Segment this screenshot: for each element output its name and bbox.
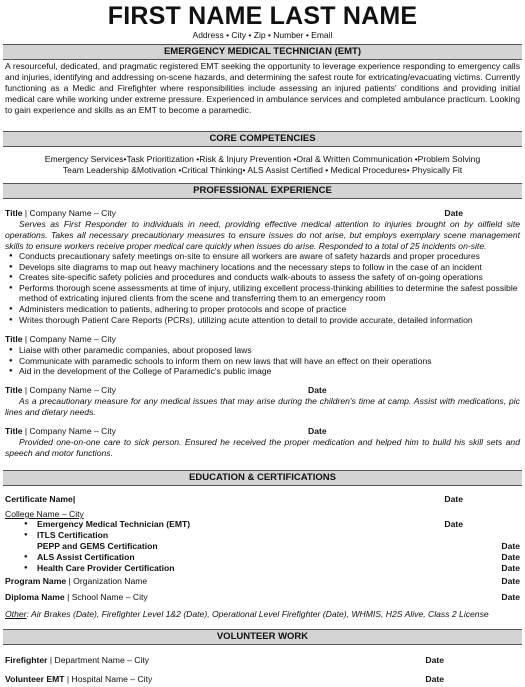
competencies-line-1: Emergency Services•Task Prioritization •Risk & Injury Prevention •Oral & Written Communication •Problem Solving <box>44 154 481 164</box>
job-3-header: Title | Company Name – City Date <box>5 385 327 395</box>
job-2-title: Title <box>5 334 23 344</box>
list-item: ● Conducts precautionary safety meetings on-site to ensure all workers are aware of safety hazards and proper procedures <box>5 251 520 262</box>
list-item: ● Health Care Provider Certification Date <box>24 562 520 573</box>
volunteer-1-org: Department Name – City <box>54 655 150 665</box>
other-certs-row <box>5 609 520 620</box>
program-name: Program Name <box>5 576 67 586</box>
diploma-org: School Name – City <box>71 592 148 602</box>
job-1-header: Title | Company Name – City Date <box>5 208 463 218</box>
program-date: Date <box>501 576 520 586</box>
job-2-company: Company Name – City <box>29 334 116 344</box>
job-1-title: Title <box>5 208 23 218</box>
competencies-heading: CORE COMPETENCIES <box>3 131 522 147</box>
job-4-company: Company Name – City <box>29 426 116 436</box>
list-item: ● Liaise with other paramedic companies, about proposed laws <box>5 345 520 356</box>
job-1-description: Serves as First Responder to individuals in need, providing effective medical attention to injuries brought on by oilfield site operations. Takes all necessary precautionary measures to ensure issues do not arise, but employs exemplary scene management skills to ensure workers receive proper medical care quickly when issues do arise. Responded to a total of 25 incidents on-site. <box>5 219 520 251</box>
volunteer-2-role: Volunteer EMT <box>5 674 65 684</box>
job-4-description: Provided one-on-one care to sick person. Ensured he received the proper medication and helped him to build his skill sets and speech and motor functions. <box>5 437 520 458</box>
volunteer-2-date: Date <box>425 674 444 684</box>
job-1-company: Company Name – City <box>29 208 116 218</box>
summary-heading: EMERGENCY MEDICAL TECHNICIAN (EMT) <box>3 44 522 60</box>
list-item: ● Emergency Medical Technician (EMT) Date <box>24 519 463 529</box>
other-text: : Air Brakes (Date), Firefighter Level 1&2 (Date), Operational Level Firefighter (Date), WHMIS, H2S Alive, Class 2 License <box>26 609 489 619</box>
diploma-row: Diploma Name | School Name – City Date <box>5 592 520 602</box>
experience-heading: PROFESSIONAL EXPERIENCE <box>3 183 522 199</box>
contact-line: Address • City • Zip • Number • Email <box>192 30 333 40</box>
list-item: ● Writes thorough Patient Care Reports (PCRs), utilizing acute attention to detail to provide accurate, detailed information <box>5 315 520 326</box>
program-row: Program Name | Organization Name Date <box>5 576 520 586</box>
list-item: ● Performs thorough scene assessments at time of injury, utilizing excellent process-thinking abilities to determine the safest possible method of extricating injured clients from the scene and transferring them to an emergency room <box>5 283 520 304</box>
volunteer-row-1: Firefighter | Department Name – City Date <box>5 655 444 665</box>
education-heading: EDUCATION & CERTIFICATIONS <box>3 470 522 486</box>
list-item: ● Aid in the development of the College of Paramedic's public image <box>5 366 520 377</box>
job-3-title: Title <box>5 385 23 395</box>
job-1-bullets <box>5 251 520 325</box>
other-label: Other <box>5 609 27 619</box>
certificate-date: Date <box>444 494 463 504</box>
competencies-line-2: Team Leadership &Motivation •Critical Thinking• ALS Assist Certified • Medical Procedures• Physically Fit <box>62 165 463 175</box>
job-2-bullets <box>5 345 520 377</box>
volunteer-1-role: Firefighter <box>5 655 48 665</box>
certificate-name: Certificate Name <box>5 494 73 504</box>
job-4-title: Title <box>5 426 23 436</box>
certifications-list <box>5 519 520 573</box>
list-item: ● Creates site-specific safety policies and procedures and conducts walk-abouts to assess the safety of on-going operations <box>5 272 520 283</box>
volunteer-heading: VOLUNTEER WORK <box>3 629 522 645</box>
candidate-name: FIRST NAME LAST NAME <box>107 2 418 30</box>
job-3-company: Company Name – City <box>29 385 116 395</box>
certificate-row: Certificate Name| Date <box>5 494 463 504</box>
diploma-name: Diploma Name <box>5 592 65 602</box>
list-item: ● ALS Assist Certification Date <box>24 551 520 562</box>
list-item: ● Develops site diagrams to map out heavy machinery locations and the necessary steps to follow in the case of an incident <box>5 262 520 273</box>
list-item: ● ITLS Certification <box>24 529 109 540</box>
list-item: ● Administers medication to patients, adhering to proper protocols and scope of practice <box>5 304 520 315</box>
summary-text: A resourceful, dedicated, and pragmatic registered EMT seeking the opportunity to leverage experience responding to emergency calls and injuries, identifying and addressing on-scene hazards, and determining the safest route for extricating/evacuating victims. Currently functioning as a Medic and Firefighter where responsibilities include assessing an injured patients' conditions and providing initial medical care while working under extreme pressure. Experienced in ambulance services and completed ambulance practicum. Looking to gain experience and skills as an EMT to become a paramedic. <box>5 61 520 115</box>
college-name: College Name – City <box>5 509 84 519</box>
list-item: ● Communicate with paramedic schools to inform them on new laws that will have an effect on their operations <box>5 356 520 367</box>
volunteer-row-2: Volunteer EMT | Hospital Name – City Date <box>5 674 444 684</box>
list-item: PEPP and GEMS Certification Date <box>37 540 520 551</box>
job-3-date: Date <box>308 385 327 395</box>
job-1-date: Date <box>444 208 463 218</box>
job-4-date: Date <box>308 426 327 436</box>
job-2-header: Title | Company Name – City <box>5 334 116 344</box>
volunteer-1-date: Date <box>425 655 444 665</box>
job-4-header: Title | Company Name – City Date <box>5 426 327 436</box>
diploma-date: Date <box>501 592 520 602</box>
program-org: Organization Name <box>73 576 148 586</box>
volunteer-2-org: Hospital Name – City <box>71 674 153 684</box>
job-3-description: As a precautionary measure for any medical issues that may arise during the children's time at camp. Assist with medications, pic lines and dietary needs. <box>5 396 520 417</box>
